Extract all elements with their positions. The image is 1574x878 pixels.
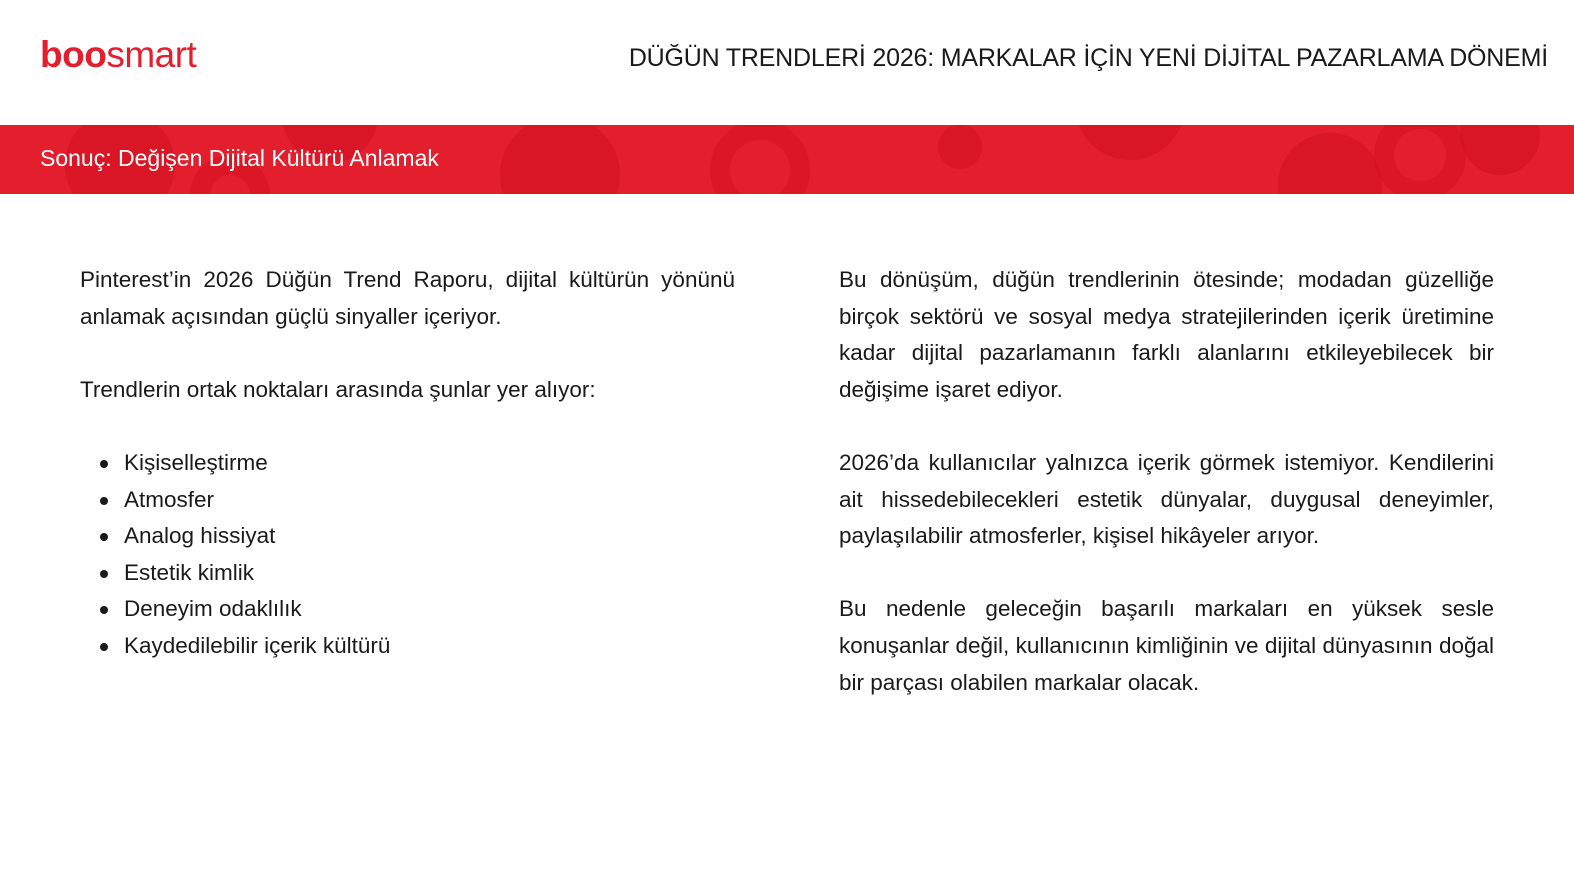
- list-heading: Trendlerin ortak noktaları arasında şunlar yer alıyor:: [80, 376, 596, 402]
- list-item: [124, 445, 735, 482]
- document-title: DÜĞÜN TRENDLERİ 2026: MARKALAR İÇİN YENİ DİJİTAL PAZARLAMA DÖNEMİ: [628, 44, 1548, 72]
- list-item: [124, 482, 735, 519]
- list-item-label: Atmosfer: [124, 486, 215, 512]
- list-item: [124, 628, 735, 665]
- body-paragraph: Bu nedenle geleceğin başarılı markaları en yüksek sesle konuşanlar değil, kullanıcının kimliğinin ve dijital dünyasının doğal bir parçası olabilen markalar olacak.: [839, 596, 1494, 695]
- list-item-label: Deneyim odaklılık: [124, 596, 302, 622]
- list-item-label: Kaydedilebilir içerik kültürü: [124, 632, 391, 658]
- right-column: [839, 262, 1494, 738]
- trend-list: [80, 445, 735, 665]
- bullet-icon: [100, 606, 108, 614]
- section-title: Sonuç: Değişen Dijital Kültürü Anlamak: [40, 145, 439, 171]
- bullet-icon: [100, 460, 108, 468]
- bullet-icon: [100, 570, 108, 578]
- logo-light-text: smart: [106, 34, 197, 75]
- list-item: [124, 518, 735, 555]
- left-column: [80, 262, 735, 665]
- section-banner: [0, 125, 1574, 194]
- intro-paragraph: Pinterest’in 2026 Düğün Trend Raporu, dijital kültürün yönünü anlamak açısından güçlü sinyaller içeriyor.: [80, 267, 735, 329]
- logo-bold-text: boo: [40, 34, 107, 75]
- list-item: [124, 591, 735, 628]
- boosmart-logo: [40, 36, 196, 73]
- list-item-label: Estetik kimlik: [124, 559, 255, 585]
- body-paragraph: Bu dönüşüm, düğün trendlerinin ötesinde; modadan güzelliğe birçok sektörü ve sosyal medya stratejilerinden içerik üretimine kadar dijital pazarlamanın farklı alanlarını etkileyebilecek bir değişime işaret ediyor.: [839, 267, 1494, 402]
- list-item: [124, 555, 735, 592]
- bullet-icon: [100, 497, 108, 505]
- list-item-label: Analog hissiyat: [124, 523, 276, 549]
- bullet-icon: [100, 533, 108, 541]
- bullet-icon: [100, 643, 108, 651]
- list-item-label: Kişiselleştirme: [124, 449, 268, 475]
- body-paragraph: 2026’da kullanıcılar yalnızca içerik görmek istemiyor. Kendilerini ait hissedebilecekleri estetik dünyalar, duygusal deneyimler, paylaşılabilir atmosferler, kişisel hikâyeler arıyor.: [839, 449, 1494, 549]
